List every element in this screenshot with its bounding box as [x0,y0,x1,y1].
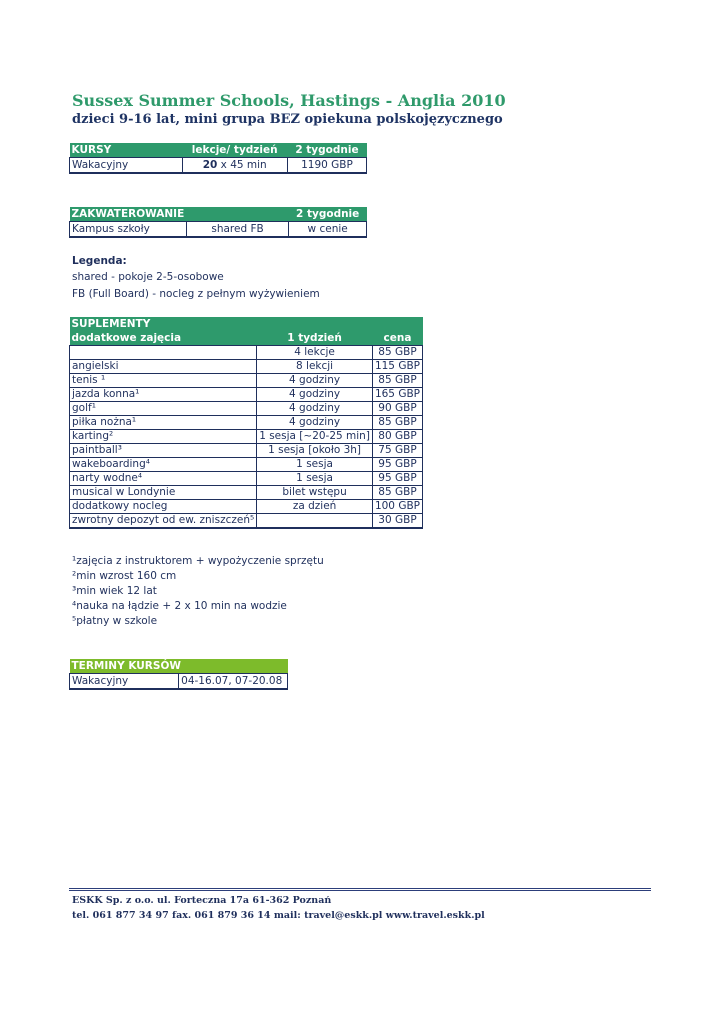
supplement-activity: dodatkowy nocleg [70,500,257,514]
supplement-row [70,472,423,486]
accommodation-header-price: 2 tygodnie [289,207,367,222]
accommodation-table [69,207,367,238]
supplement-week: bilet wstępu [257,486,373,500]
supplement-week: 4 godziny [257,402,373,416]
courses-header-name: KURSY [70,143,183,158]
supplement-activity: karting² [70,430,257,444]
supplement-activity: wakeboarding⁴ [70,458,257,472]
supplement-price: 115 GBP [372,360,422,374]
supplement-week: 1 sesja [~20-25 min] [257,430,373,444]
supplement-week: 1 sesja [257,458,373,472]
supplement-price: 100 GBP [372,500,422,514]
footnote-4: ⁴nauka na łądzie + 2 x 10 min na wodzie [72,600,287,612]
supplement-activity [70,346,257,360]
supplement-activity: narty wodne⁴ [70,472,257,486]
course-dates-title: TERMINY KURSÓW [70,659,288,674]
supplement-activity: musical w Londynie [70,486,257,500]
supplement-price: 80 GBP [372,430,422,444]
supplements-header-week: 1 tydzień [257,331,373,346]
course-dates-header-row [70,659,288,674]
accommodation-row [70,222,367,238]
supplement-price: 75 GBP [372,444,422,458]
supplement-row [70,416,423,430]
supplement-week: 4 godziny [257,388,373,402]
course-name: Wakacyjny [70,158,183,174]
supplements-title: SUPLEMENTY [70,317,423,331]
supplement-row [70,458,423,472]
footnote-1: ¹zajęcia z instruktorem + wypożyczenie sprzętu [72,555,324,567]
supplement-week: 1 sesja [257,472,373,486]
supplements-body [70,346,423,529]
supplement-row [70,486,423,500]
supplement-price: 85 GBP [372,346,422,360]
supplement-price: 95 GBP [372,458,422,472]
courses-table [69,143,367,174]
footer-address: ESKK Sp. z o.o. ul. Forteczna 17a 61-362 Poznań [72,895,332,906]
supplements-header-row [70,331,423,346]
supplement-price: 85 GBP [372,374,422,388]
supplement-price: 85 GBP [372,416,422,430]
courses-header-lessons: lekcje/ tydzień [182,143,287,158]
supplement-week: 8 lekcji [257,360,373,374]
footer-divider [69,888,651,891]
course-dates-value: 04-16.07, 07-20.08 [179,674,288,690]
supplement-activity: piłka nożna¹ [70,416,257,430]
supplement-activity: angielski [70,360,257,374]
supplement-week: 1 sesja [około 3h] [257,444,373,458]
supplement-price: 90 GBP [372,402,422,416]
supplement-activity: paintball³ [70,444,257,458]
supplement-activity: tenis ¹ [70,374,257,388]
supplement-week: 4 godziny [257,416,373,430]
page-subtitle: dzieci 9-16 lat, mini grupa BEZ opiekuna polskojęzycznego [72,112,503,127]
course-dates-name: Wakacyjny [70,674,179,690]
supplement-price: 85 GBP [372,486,422,500]
supplement-week [257,514,373,529]
courses-header-row [70,143,367,158]
legend-line-shared: shared - pokoje 2-5-osobowe [72,271,224,283]
supplements-title-row [70,317,423,331]
accommodation-header-name: ZAKWATEROWANIE [71,207,185,220]
supplement-activity: golf¹ [70,402,257,416]
supplement-row [70,500,423,514]
course-dates-row [70,674,288,690]
course-lessons-length: x 45 min [217,158,267,171]
supplement-price: 30 GBP [372,514,422,529]
footer-contact: tel. 061 877 34 97 fax. 061 879 36 14 mail: travel@eskk.pl www.travel.eskk.pl [72,910,485,921]
supplement-row [70,430,423,444]
courses-row [70,158,367,174]
course-dates-table [69,659,288,690]
courses-header-price: 2 tygodnie [287,143,366,158]
page-title: Sussex Summer Schools, Hastings - Anglia 2010 [72,91,506,110]
supplements-header-activity: dodatkowe zajęcia [70,331,257,346]
accommodation-type: shared FB [186,222,289,238]
course-price: 1190 GBP [287,158,366,174]
supplement-week: 4 lekcje [257,346,373,360]
supplement-row [70,346,423,360]
accommodation-place: Kampus szkoły [70,222,187,238]
supplement-row [70,444,423,458]
supplement-row [70,360,423,374]
legend-title: Legenda: [72,255,127,267]
supplement-week: za dzień [257,500,373,514]
supplement-activity: zwrotny depozyt od ew. zniszczeń⁵ [70,514,257,529]
supplements-table [69,317,423,529]
supplements-header-price: cena [372,331,422,346]
supplement-row [70,388,423,402]
course-lessons [182,158,287,174]
footnote-5: ⁵płatny w szkole [72,615,158,627]
supplement-price: 165 GBP [372,388,422,402]
accommodation-header-row [70,207,367,222]
supplement-row [70,374,423,388]
supplement-row [70,514,423,529]
supplement-row [70,402,423,416]
legend-line-fb: FB (Full Board) - nocleg z pełnym wyżywieniem [72,288,320,300]
course-lessons-count: 20 [202,158,218,171]
accommodation-header-blank [186,207,289,222]
supplement-activity: jazda konna¹ [70,388,257,402]
supplement-price: 95 GBP [372,472,422,486]
footnote-2: ²min wzrost 160 cm [72,570,177,582]
accommodation-price: w cenie [289,222,367,238]
supplement-week: 4 godziny [257,374,373,388]
footnote-3: ³min wiek 12 lat [72,585,157,597]
